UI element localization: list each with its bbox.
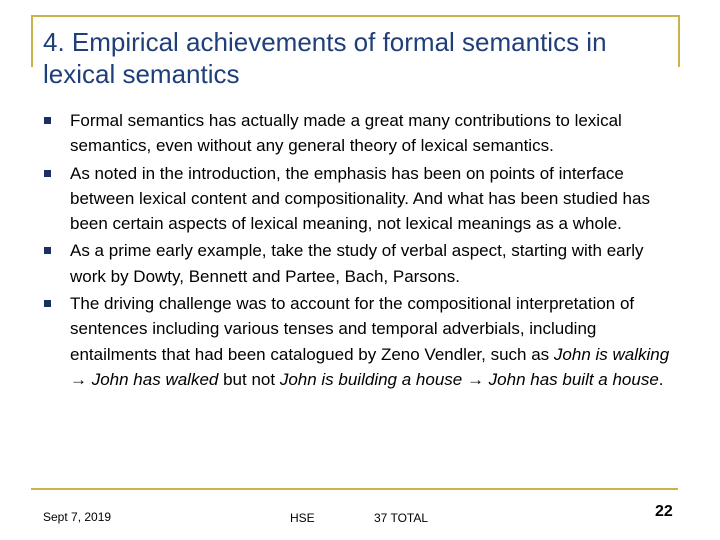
- bullet-text-segment: Formal semantics has actually made a great many contributions to lexical semantics, even without any general theory of lexical semantics.: [70, 111, 622, 156]
- bullet-list: [44, 108, 674, 394]
- bullet-text-segment: As a prime early example, take the study of verbal aspect, starting with early work by Dowty, Bennett and Partee, Bach, Parsons.: [70, 241, 644, 286]
- square-bullet-icon: [44, 117, 51, 124]
- footer-center-text: HSE: [290, 511, 315, 525]
- bullet-text: [70, 294, 669, 389]
- title-frame-top-rule: [31, 15, 678, 17]
- square-bullet-icon: [44, 247, 51, 254]
- bullet-item: [44, 238, 674, 289]
- bullet-text-italic: John is building a house → John has built a house: [279, 369, 659, 389]
- bullet-text-segment: As noted in the introduction, the emphasis has been on points of interface between lexical content and compositionality. And what has been studied has been certain aspects of lexical meaning, not lexical meanings as a whole.: [70, 163, 650, 234]
- footer-total-text: 37 TOTAL: [374, 511, 429, 525]
- bullet-text: [70, 111, 622, 155]
- bullet-text: [70, 164, 650, 234]
- square-bullet-icon: [44, 300, 51, 307]
- footer-date: Sept 7, 2019: [43, 510, 112, 524]
- bullet-text-segment: but not: [218, 369, 280, 389]
- slide-title: 4. Empirical achievements of formal semantics in lexical semantics: [43, 27, 607, 89]
- bullet-item: [44, 291, 674, 392]
- footer-rule: [31, 488, 678, 490]
- bullet-item: [44, 108, 674, 159]
- square-bullet-icon: [44, 170, 51, 177]
- bullet-text: [70, 241, 644, 285]
- bullet-text-segment: .: [658, 369, 664, 389]
- bullet-item: [44, 161, 674, 237]
- bullet-text-italic: John is walking → John has walked: [70, 344, 670, 389]
- slide-number: 22: [655, 503, 673, 520]
- bullet-text-segment: The driving challenge was to account for the compositional interpretation of sentences including various tenses and temporal adverbials, including entailments that had been catalogued by Zeno Vendler, such as: [70, 294, 635, 364]
- title-frame-left-rule: [31, 15, 33, 67]
